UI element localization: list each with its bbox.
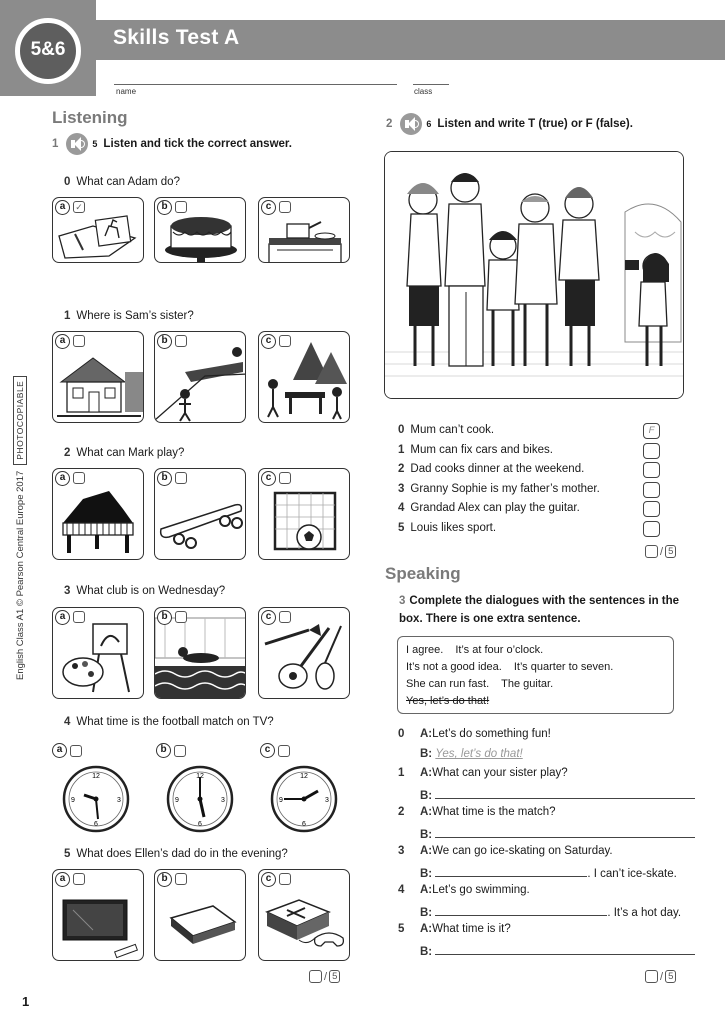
option-2b-skateboard-picture[interactable] <box>154 468 246 560</box>
audio-speaker-icon[interactable] <box>66 133 88 155</box>
tick-box <box>174 745 186 757</box>
dialogue-4-a: 4 A:Let’s go swimming. <box>398 884 530 896</box>
option-5a-tv-picture[interactable] <box>52 869 144 961</box>
answer-line-1[interactable] <box>435 787 695 799</box>
option-4c-label[interactable]: c <box>260 742 290 760</box>
answer-line-3[interactable] <box>435 865 587 877</box>
unit-badge-text: 5&6 <box>30 39 66 60</box>
tick-box[interactable] <box>73 611 85 623</box>
svg-text:3: 3 <box>117 797 121 804</box>
option-4a-label[interactable]: a <box>52 742 82 760</box>
option-3c-music-picture[interactable] <box>258 607 350 699</box>
svg-text:6: 6 <box>94 821 98 828</box>
page-title: Skills Test A <box>113 26 240 49</box>
option-5b-book-picture[interactable] <box>154 869 246 961</box>
tf-answer-box-1[interactable] <box>643 443 660 459</box>
option-letter: a <box>55 872 70 887</box>
option-letter: a <box>55 200 70 215</box>
answer-line-4[interactable] <box>435 904 607 916</box>
tick-box[interactable] <box>279 611 291 623</box>
tf-answer-box-5[interactable] <box>643 521 660 537</box>
exercise-3-instruction: 3 Complete the dialogues with the sentences in the box. There is one extra sentence. <box>399 595 680 625</box>
tick-box[interactable] <box>175 335 187 347</box>
dialogue-2-b: B: <box>398 826 695 841</box>
option-letter: c <box>261 334 276 349</box>
dialogue-0-b: B: Yes, let’s do that! <box>420 748 523 760</box>
svg-text:6: 6 <box>302 821 306 828</box>
tick-box[interactable] <box>73 335 85 347</box>
option-1c-picnic-picture[interactable] <box>258 331 350 423</box>
tick-box[interactable] <box>279 472 291 484</box>
tf-answer-box-3[interactable] <box>643 482 660 498</box>
option-5c-console-picture[interactable] <box>258 869 350 961</box>
svg-text:9: 9 <box>279 797 283 804</box>
option-letter: b <box>157 610 172 625</box>
svg-text:3: 3 <box>325 797 329 804</box>
option-0a-drawing-picture[interactable] <box>52 197 144 263</box>
option-3a-art-picture[interactable] <box>52 607 144 699</box>
name-label: name <box>116 87 137 96</box>
sentence-box: I agree. It’s at four o’clock. It’s not a good idea. It’s quarter to seven. She can run fast. The guitar. Yes, let’s do that! <box>397 636 674 714</box>
dialogue-5-a: 5 A:What time is it? <box>398 923 511 935</box>
class-field[interactable] <box>413 84 449 85</box>
question-4: 4 What time is the football match on TV? <box>64 716 274 728</box>
exercise-2-instruction <box>386 113 633 135</box>
option-4c-clock-icon[interactable] <box>270 765 338 833</box>
exercise-1-instruction <box>52 133 292 155</box>
option-letter: c <box>261 471 276 486</box>
speaking-title: Speaking <box>385 564 461 583</box>
option-0b-cake-picture[interactable] <box>154 197 246 263</box>
listening-score: / 5 <box>309 970 340 983</box>
exercise-1-number: 1 <box>52 138 59 150</box>
tf-item-1: 1 Mum can fix cars and bikes. <box>398 444 553 456</box>
tf-item-5: 5 Louis likes sport. <box>398 522 497 534</box>
tick-box[interactable] <box>175 201 187 213</box>
option-letter: b <box>157 872 172 887</box>
option-2a-piano-picture[interactable] <box>52 468 144 560</box>
option-letter: c <box>261 200 276 215</box>
copyright-text: English Class A1 © Pearson Central Europe 2017 <box>14 470 26 680</box>
answer-line-2[interactable] <box>435 826 695 838</box>
audio-track-number: 6 <box>426 119 432 129</box>
tf-item-4: 4 Grandad Alex can play the guitar. <box>398 502 580 514</box>
tf-answer-box-0[interactable]: F <box>643 423 660 439</box>
tf-item-2: 2 Dad cooks dinner at the weekend. <box>398 463 585 475</box>
option-letter: c <box>261 872 276 887</box>
question-5: 5 What does Ellen’s dad do in the evening? <box>64 848 288 860</box>
tick-box[interactable] <box>279 201 291 213</box>
tf-item-3: 3 Granny Sophie is my father’s mother. <box>398 483 600 495</box>
exercise-2-text: Listen and write T (true) or F (false). <box>437 118 633 130</box>
tick-box[interactable] <box>175 472 187 484</box>
tf-item-0: 0 Mum can’t cook. <box>398 424 495 436</box>
dialogue-0-a: 0 A:Let’s do something fun! <box>398 728 551 740</box>
score-box[interactable] <box>645 970 658 983</box>
answer-line-5[interactable] <box>435 943 695 955</box>
question-0: 0 What can Adam do? <box>64 176 180 188</box>
option-4b-clock-icon[interactable] <box>166 765 234 833</box>
score-box[interactable] <box>309 970 322 983</box>
svg-text:9: 9 <box>175 797 179 804</box>
photocopiable-label: PHOTOCOPIABLE <box>13 376 27 465</box>
dialogue-3-a: 3 A:We can go ice-skating on Saturday. <box>398 845 613 857</box>
tick-box[interactable]: ✓ <box>73 201 85 213</box>
family-scene-picture <box>384 151 684 399</box>
option-0c-cooker-picture[interactable] <box>258 197 350 263</box>
audio-track-number: 5 <box>92 139 98 149</box>
option-2c-football-picture[interactable] <box>258 468 350 560</box>
speaking-score: / 5 <box>645 970 676 983</box>
svg-text:6: 6 <box>198 821 202 828</box>
svg-text:12: 12 <box>300 773 308 780</box>
tick-box[interactable] <box>73 472 85 484</box>
tick-box[interactable] <box>73 873 85 885</box>
svg-text:12: 12 <box>92 773 100 780</box>
option-letter: b <box>157 334 172 349</box>
option-4b-label[interactable]: b <box>156 742 186 760</box>
option-4a-clock-icon[interactable] <box>62 765 130 833</box>
question-1: 1 Where is Sam’s sister? <box>64 310 194 322</box>
exercise-2-score: / 5 <box>645 545 676 558</box>
dialogue-2-a: 2 A:What time is the match? <box>398 806 556 818</box>
page-number: 1 <box>22 994 30 1009</box>
option-1a-house-picture[interactable] <box>52 331 144 423</box>
listening-title: Listening <box>52 108 128 127</box>
unit-badge <box>15 18 81 84</box>
tick-box[interactable] <box>279 335 291 347</box>
name-field[interactable] <box>114 84 397 85</box>
dialogue-4-b: B: . It’s a hot day. <box>398 904 681 919</box>
option-letter: a <box>55 610 70 625</box>
tick-box[interactable] <box>175 611 187 623</box>
side-copyright <box>13 376 27 680</box>
option-letter: a <box>55 471 70 486</box>
tick-box <box>70 745 82 757</box>
svg-text:12: 12 <box>196 773 204 780</box>
svg-text:3: 3 <box>221 797 225 804</box>
question-3: 3 What club is on Wednesday? <box>64 585 226 597</box>
option-letter: b <box>157 471 172 486</box>
option-letter: c <box>261 610 276 625</box>
class-label: class <box>414 87 433 96</box>
option-1b-park-picture[interactable] <box>154 331 246 423</box>
question-2: 2 What can Mark play? <box>64 447 185 459</box>
audio-speaker-icon[interactable] <box>400 113 422 135</box>
tick-box[interactable] <box>175 873 187 885</box>
svg-text:9: 9 <box>71 797 75 804</box>
dialogue-1-b: B: <box>398 787 695 802</box>
option-letter: b <box>157 200 172 215</box>
option-letter: a <box>55 334 70 349</box>
exercise-2-number: 2 <box>386 118 393 130</box>
tick-box <box>278 745 290 757</box>
exercise-1-text: Listen and tick the correct answer. <box>103 138 292 150</box>
dialogue-5-b: B: <box>398 943 695 958</box>
tf-answer-box-2[interactable] <box>643 462 660 478</box>
dialogue-3-b: B: . I can’t ice-skate. <box>398 865 677 880</box>
dialogue-1-a: 1 A:What can your sister play? <box>398 767 568 779</box>
tick-box[interactable] <box>279 873 291 885</box>
score-box[interactable] <box>645 545 658 558</box>
tf-answer-box-4[interactable] <box>643 501 660 517</box>
option-3b-swimming-picture[interactable] <box>154 607 246 699</box>
